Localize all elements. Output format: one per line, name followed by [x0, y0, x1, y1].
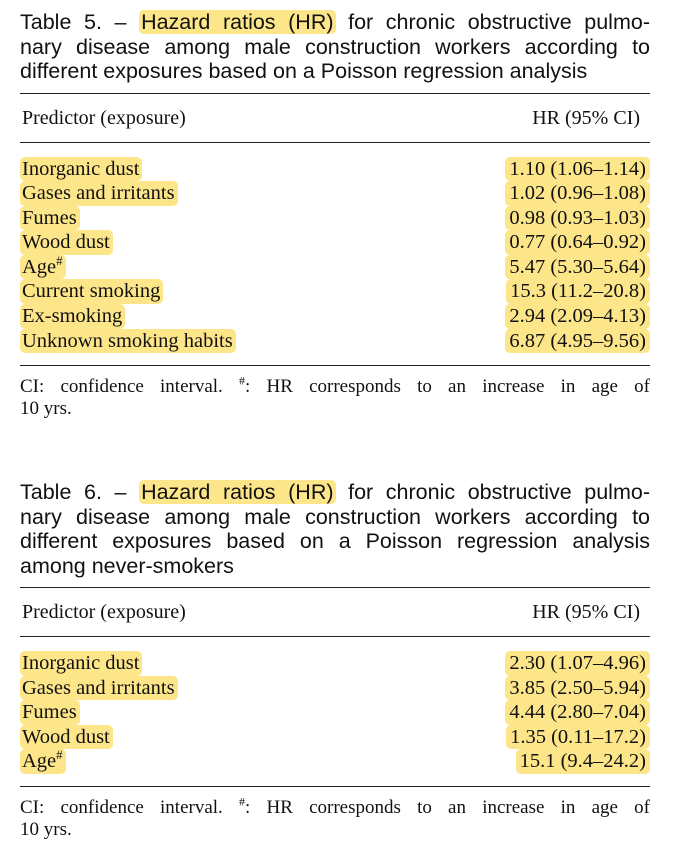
- table-row: [20, 157, 650, 182]
- table-6-footnote-line-2: 10 yrs.: [20, 818, 72, 840]
- predictor-cell: [20, 651, 142, 676]
- predictor-footnote-marker: #: [56, 253, 63, 269]
- predictor-cell: [20, 304, 125, 329]
- predictor-label: Gases and irritants: [22, 676, 175, 699]
- table-6-footnote-text-b: : HR corresponds to an increase in age of: [245, 796, 650, 818]
- predictor-label: Inorganic dust: [22, 157, 140, 180]
- table-row: [20, 676, 650, 701]
- hr-value-cell: 1.10 (1.06–1.14): [505, 157, 650, 182]
- table-row: [20, 206, 650, 231]
- table-5-header-hr: HR (95% CI): [532, 106, 640, 129]
- predictor-label: Fumes: [22, 206, 77, 229]
- table-row: [20, 279, 650, 304]
- table-row: [20, 651, 650, 676]
- table-5-footnote-line-1: [20, 373, 650, 398]
- table-row: [20, 329, 650, 354]
- predictor-label: Age: [22, 750, 57, 773]
- table-5-header-predictor: Predictor (exposure): [22, 106, 186, 129]
- table-5-footnote-line-2: 10 yrs.: [20, 398, 72, 420]
- hr-value-cell: 15.1 (9.4–24.2): [516, 749, 650, 774]
- table-5-caption: [20, 10, 650, 84]
- table-5-caption-highlight: Hazard ratios (HR): [141, 10, 334, 34]
- predictor-footnote-marker: #: [56, 747, 63, 763]
- predictor-cell: [20, 749, 66, 774]
- table-6-caption-highlight: Hazard ratios (HR): [141, 480, 334, 504]
- predictor-cell: [20, 206, 80, 231]
- table-5-caption-text-1: for chronic obstructive pulmo-: [335, 10, 650, 34]
- table-5: [20, 10, 650, 420]
- table-5-caption-line-1: [20, 10, 650, 35]
- predictor-label: Current smoking: [22, 280, 161, 303]
- predictor-label: Ex-smoking: [22, 305, 123, 328]
- predictor-label: Inorganic dust: [22, 652, 140, 674]
- table-row: [20, 700, 650, 725]
- table-6-footnote-sup: #: [239, 794, 245, 809]
- table-6-body: [20, 637, 650, 786]
- table-6-header-predictor: Predictor (exposure): [22, 601, 186, 623]
- table-5-caption-line-2: nary disease among male construction workers according to: [20, 34, 650, 59]
- table-5-footnote-sup: #: [239, 373, 245, 388]
- predictor-label: Fumes: [22, 701, 77, 724]
- predictor-cell: [20, 279, 163, 304]
- table-6-footnote-line-1: [20, 794, 650, 819]
- predictor-label: Gases and irritants: [22, 182, 175, 205]
- predictor-cell: [20, 230, 113, 255]
- predictor-cell: [20, 157, 142, 182]
- table-6-caption-line-1: [20, 480, 650, 505]
- predictor-cell: [20, 181, 178, 206]
- table-5-footnote-text-a: CI: confidence interval.: [20, 376, 239, 398]
- table-6: [20, 480, 650, 841]
- hr-value-cell: 1.02 (0.96–1.08): [505, 181, 650, 206]
- predictor-cell: [20, 329, 236, 354]
- table-5-header-row: [20, 94, 650, 142]
- table-row: [20, 725, 650, 750]
- predictor-label: Wood dust: [22, 725, 110, 748]
- hr-value-cell: 6.87 (4.95–9.56): [505, 329, 650, 354]
- hr-value-cell: 2.30 (1.07–4.96): [505, 651, 650, 676]
- table-row: [20, 749, 650, 774]
- predictor-label: Wood dust: [22, 231, 110, 254]
- predictor-cell: [20, 255, 66, 280]
- table-6-caption-line-4: among never-smokers: [20, 553, 234, 578]
- hr-value-cell: 1.35 (0.11–17.2): [506, 725, 650, 750]
- predictor-label: Unknown smoking habits: [22, 329, 233, 352]
- hr-value-cell: 0.77 (0.64–0.92): [505, 230, 650, 255]
- table-6-footnote: [20, 787, 650, 841]
- predictor-cell: [20, 725, 113, 750]
- table-6-caption-text-1: for chronic obstructive pulmo-: [335, 480, 650, 504]
- table-row: [20, 304, 650, 329]
- table-5-body: [20, 143, 650, 366]
- predictor-label: Age: [22, 255, 57, 278]
- table-6-header-row: [20, 588, 650, 636]
- hr-value-cell: 2.94 (2.09–4.13): [505, 304, 650, 329]
- table-row: [20, 181, 650, 206]
- hr-value-cell: 0.98 (0.93–1.03): [505, 206, 650, 231]
- table-6-caption-line-3: different exposures based on a Poisson regression analysis: [20, 529, 650, 553]
- table-6-caption: [20, 480, 650, 578]
- table-5-footnote-text-b: : HR corresponds to an increase in age of: [245, 376, 650, 398]
- table-6-caption-line-2: nary disease among male construction workers according to: [20, 504, 650, 529]
- table-5-footnote: [20, 366, 650, 420]
- table-5-caption-line-3: different exposures based on a Poisson regression analysis: [20, 59, 588, 83]
- table-row: [20, 230, 650, 255]
- table-5-caption-prefix: Table 5. –: [20, 10, 140, 34]
- table-6-caption-prefix: Table 6. –: [20, 480, 140, 504]
- predictor-cell: [20, 676, 178, 701]
- table-row: [20, 255, 650, 280]
- table-6-header-hr: HR (95% CI): [532, 601, 640, 623]
- hr-value-cell: 3.85 (2.50–5.94): [505, 676, 650, 701]
- table-6-footnote-text-a: CI: confidence interval.: [20, 796, 239, 818]
- hr-value-cell: 4.44 (2.80–7.04): [505, 700, 650, 725]
- hr-value-cell: 5.47 (5.30–5.64): [505, 255, 650, 280]
- predictor-cell: [20, 700, 80, 725]
- hr-value-cell: 15.3 (11.2–20.8): [506, 279, 650, 304]
